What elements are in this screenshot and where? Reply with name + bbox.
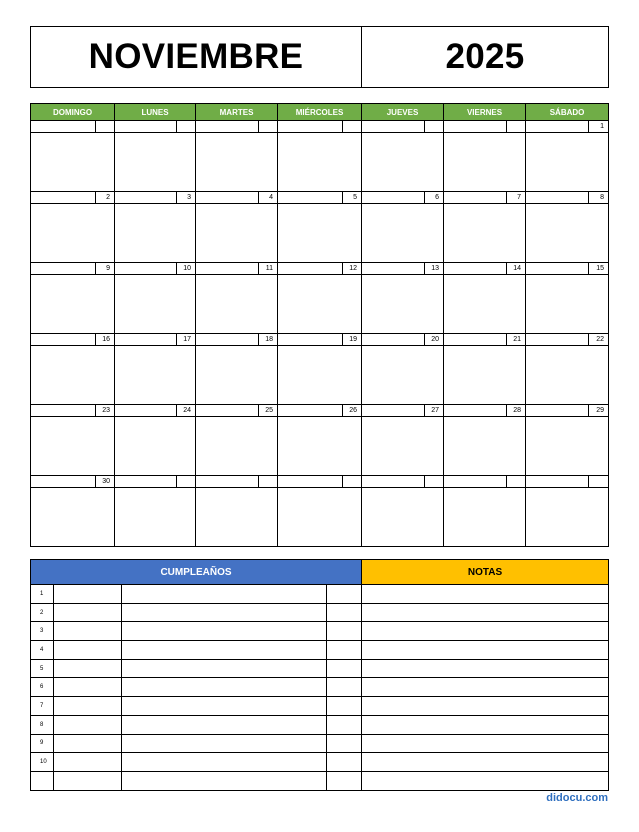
day-cell[interactable] [31, 275, 115, 334]
notes-line[interactable] [362, 585, 609, 604]
day-cell[interactable] [444, 488, 526, 547]
day-number: 28 [507, 405, 526, 417]
day-label-cell [526, 476, 589, 488]
day-cell[interactable] [31, 133, 115, 192]
day-number: 24 [177, 405, 196, 417]
birthday-row [31, 641, 609, 660]
notes-line[interactable] [362, 734, 609, 753]
brand-logo-text[interactable]: didocu.com [546, 792, 608, 804]
birthday-row [31, 697, 609, 716]
birthday-name-cell[interactable] [122, 697, 327, 716]
day-label-cell [115, 334, 177, 346]
day-label-cell [31, 192, 96, 204]
birthday-date-cell[interactable] [54, 753, 122, 772]
birthday-name-cell[interactable] [122, 771, 327, 790]
day-cell[interactable] [444, 133, 526, 192]
day-cell[interactable] [362, 204, 444, 263]
day-label-cell [196, 334, 259, 346]
birthday-date-cell[interactable] [54, 715, 122, 734]
week-number-row [31, 263, 609, 275]
day-cell[interactable] [362, 346, 444, 405]
day-label-cell [115, 121, 177, 133]
birthday-date-cell[interactable] [54, 771, 122, 790]
birthday-index: 7 [31, 697, 54, 716]
day-number: 27 [425, 405, 444, 417]
day-number: 19 [343, 334, 362, 346]
day-label-cell [526, 405, 589, 417]
day-cell[interactable] [526, 204, 609, 263]
birthday-index: 8 [31, 715, 54, 734]
day-cell[interactable] [362, 275, 444, 334]
day-label-cell [526, 263, 589, 275]
day-number: 17 [177, 334, 196, 346]
day-cell[interactable] [278, 488, 362, 547]
birthday-name-cell[interactable] [122, 603, 327, 622]
day-label-cell [444, 476, 507, 488]
birthday-row [31, 771, 609, 790]
week-number-row [31, 405, 609, 417]
notes-line[interactable] [362, 697, 609, 716]
birthday-row [31, 659, 609, 678]
day-number [177, 476, 196, 488]
day-cell[interactable] [31, 488, 115, 547]
day-cell[interactable] [444, 417, 526, 476]
day-label-cell [444, 263, 507, 275]
birthday-date-cell[interactable] [54, 603, 122, 622]
birthday-index: 5 [31, 659, 54, 678]
day-number [589, 476, 609, 488]
week-number-row [31, 334, 609, 346]
day-label-cell [31, 405, 96, 417]
day-number: 15 [589, 263, 609, 275]
day-label-cell [115, 405, 177, 417]
birthday-date-cell[interactable] [54, 697, 122, 716]
day-number: 1 [589, 121, 609, 133]
day-cell[interactable] [196, 204, 278, 263]
birthday-row [31, 603, 609, 622]
birthday-row [31, 678, 609, 697]
year-title: 2025 [362, 27, 609, 88]
day-label-cell [196, 263, 259, 275]
day-label-cell [31, 476, 96, 488]
birthdays-notes-table [30, 559, 609, 791]
birthday-index: 10 [31, 753, 54, 772]
day-label-cell [444, 405, 507, 417]
birthday-index: 1 [31, 585, 54, 604]
day-cell[interactable] [362, 488, 444, 547]
birthday-index: 2 [31, 603, 54, 622]
weekday-saturday: SÁBADO [526, 104, 609, 121]
day-cell[interactable] [115, 133, 196, 192]
notes-header: NOTAS [362, 560, 609, 585]
birthday-name-cell[interactable] [122, 585, 327, 604]
day-label-cell [31, 263, 96, 275]
birthday-date-cell[interactable] [54, 659, 122, 678]
day-label-cell [278, 476, 343, 488]
day-number: 21 [507, 334, 526, 346]
day-label-cell [362, 121, 425, 133]
day-label-cell [115, 263, 177, 275]
day-cell[interactable] [444, 346, 526, 405]
day-cell[interactable] [196, 488, 278, 547]
notes-line[interactable] [362, 603, 609, 622]
day-label-cell [526, 192, 589, 204]
birthdays-header: CUMPLEAÑOS [31, 560, 362, 585]
birthday-index: 9 [31, 734, 54, 753]
day-label-cell [115, 476, 177, 488]
day-number [425, 121, 444, 133]
week-number-row [31, 121, 609, 133]
notes-line[interactable] [362, 641, 609, 660]
day-number: 4 [259, 192, 278, 204]
notes-line[interactable] [362, 659, 609, 678]
day-number: 8 [589, 192, 609, 204]
day-cell[interactable] [31, 417, 115, 476]
day-cell[interactable] [278, 346, 362, 405]
day-label-cell [362, 263, 425, 275]
day-cell[interactable] [196, 346, 278, 405]
day-number [259, 476, 278, 488]
birthday-row [31, 734, 609, 753]
title-table [30, 26, 609, 88]
day-number [343, 121, 362, 133]
day-label-cell [278, 192, 343, 204]
week-number-row [31, 192, 609, 204]
day-label-cell [278, 334, 343, 346]
day-cell[interactable] [115, 204, 196, 263]
day-number [259, 121, 278, 133]
birthday-extra-cell[interactable] [327, 771, 362, 790]
day-number: 13 [425, 263, 444, 275]
day-cell[interactable] [278, 133, 362, 192]
day-label-cell [362, 405, 425, 417]
birthday-index: 3 [31, 622, 54, 641]
day-number: 7 [507, 192, 526, 204]
day-label-cell [526, 121, 589, 133]
day-label-cell [196, 476, 259, 488]
notes-line[interactable] [362, 715, 609, 734]
day-label-cell [278, 405, 343, 417]
birthday-date-cell[interactable] [54, 622, 122, 641]
birthday-extra-cell[interactable] [327, 659, 362, 678]
day-number: 22 [589, 334, 609, 346]
week-number-row [31, 476, 609, 488]
birthday-index: 4 [31, 641, 54, 660]
calendar-grid [30, 103, 609, 547]
month-title: NOVIEMBRE [31, 27, 362, 88]
day-cell[interactable] [526, 417, 609, 476]
birthday-extra-cell[interactable] [327, 715, 362, 734]
birthday-extra-cell[interactable] [327, 697, 362, 716]
birthday-name-cell[interactable] [122, 678, 327, 697]
birthday-extra-cell[interactable] [327, 641, 362, 660]
day-cell[interactable] [526, 275, 609, 334]
weekday-sunday: DOMINGO [31, 104, 115, 121]
birthday-index [31, 771, 54, 790]
notes-line[interactable] [362, 771, 609, 790]
day-label-cell [196, 121, 259, 133]
day-label-cell [362, 334, 425, 346]
day-number: 9 [96, 263, 115, 275]
day-label-cell [362, 192, 425, 204]
birthday-index: 6 [31, 678, 54, 697]
day-cell[interactable] [278, 275, 362, 334]
day-label-cell [444, 334, 507, 346]
birthday-row [31, 715, 609, 734]
birthday-name-cell[interactable] [122, 659, 327, 678]
day-cell[interactable] [526, 133, 609, 192]
day-number: 20 [425, 334, 444, 346]
birthday-extra-cell[interactable] [327, 753, 362, 772]
day-number: 10 [177, 263, 196, 275]
day-number: 29 [589, 405, 609, 417]
birthday-extra-cell[interactable] [327, 622, 362, 641]
birthday-date-cell[interactable] [54, 678, 122, 697]
week-body-row [31, 488, 609, 547]
day-cell[interactable] [115, 275, 196, 334]
week-body-row [31, 417, 609, 476]
birthday-name-cell[interactable] [122, 622, 327, 641]
day-number: 23 [96, 405, 115, 417]
birthday-name-cell[interactable] [122, 753, 327, 772]
day-cell[interactable] [196, 133, 278, 192]
day-cell[interactable] [278, 417, 362, 476]
day-cell[interactable] [444, 204, 526, 263]
weekday-friday: VIERNES [444, 104, 526, 121]
day-number: 14 [507, 263, 526, 275]
birthday-row [31, 585, 609, 604]
notes-line[interactable] [362, 753, 609, 772]
day-number: 16 [96, 334, 115, 346]
day-number [96, 121, 115, 133]
day-number: 12 [343, 263, 362, 275]
week-body-row [31, 204, 609, 263]
weekday-wednesday: MIÉRCOLES [278, 104, 362, 121]
birthday-row [31, 622, 609, 641]
day-number: 6 [425, 192, 444, 204]
notes-line[interactable] [362, 678, 609, 697]
day-label-cell [196, 405, 259, 417]
day-cell[interactable] [31, 204, 115, 263]
day-label-cell [31, 334, 96, 346]
day-label-cell [31, 121, 96, 133]
weekday-header-row [31, 104, 609, 121]
birthday-extra-cell[interactable] [327, 734, 362, 753]
day-cell[interactable] [115, 417, 196, 476]
birthday-extra-cell[interactable] [327, 585, 362, 604]
day-number: 18 [259, 334, 278, 346]
birthday-name-cell[interactable] [122, 715, 327, 734]
notes-line[interactable] [362, 622, 609, 641]
week-body-row [31, 133, 609, 192]
weekday-thursday: JUEVES [362, 104, 444, 121]
week-body-row [31, 346, 609, 405]
birthday-row [31, 753, 609, 772]
day-number [507, 476, 526, 488]
week-body-row [31, 275, 609, 334]
day-cell[interactable] [278, 204, 362, 263]
day-number [177, 121, 196, 133]
birthday-date-cell[interactable] [54, 641, 122, 660]
day-number [507, 121, 526, 133]
day-label-cell [278, 263, 343, 275]
day-cell[interactable] [362, 417, 444, 476]
day-number: 5 [343, 192, 362, 204]
day-label-cell [278, 121, 343, 133]
day-cell[interactable] [526, 346, 609, 405]
day-number: 30 [96, 476, 115, 488]
birthday-name-cell[interactable] [122, 641, 327, 660]
day-number: 25 [259, 405, 278, 417]
weekday-monday: LUNES [115, 104, 196, 121]
day-cell[interactable] [362, 133, 444, 192]
day-label-cell [362, 476, 425, 488]
day-label-cell [196, 192, 259, 204]
day-cell[interactable] [444, 275, 526, 334]
weekday-tuesday: MARTES [196, 104, 278, 121]
day-cell[interactable] [115, 488, 196, 547]
day-number: 11 [259, 263, 278, 275]
birthday-extra-cell[interactable] [327, 678, 362, 697]
birthday-date-cell[interactable] [54, 734, 122, 753]
day-number [425, 476, 444, 488]
day-number: 26 [343, 405, 362, 417]
day-label-cell [444, 192, 507, 204]
birthday-extra-cell[interactable] [327, 603, 362, 622]
day-cell[interactable] [196, 417, 278, 476]
day-cell[interactable] [31, 346, 115, 405]
day-label-cell [526, 334, 589, 346]
day-cell[interactable] [526, 488, 609, 547]
birthday-name-cell[interactable] [122, 734, 327, 753]
day-number: 2 [96, 192, 115, 204]
day-label-cell [444, 121, 507, 133]
day-number: 3 [177, 192, 196, 204]
birthday-date-cell[interactable] [54, 585, 122, 604]
day-label-cell [115, 192, 177, 204]
day-cell[interactable] [115, 346, 196, 405]
day-number [343, 476, 362, 488]
day-cell[interactable] [196, 275, 278, 334]
